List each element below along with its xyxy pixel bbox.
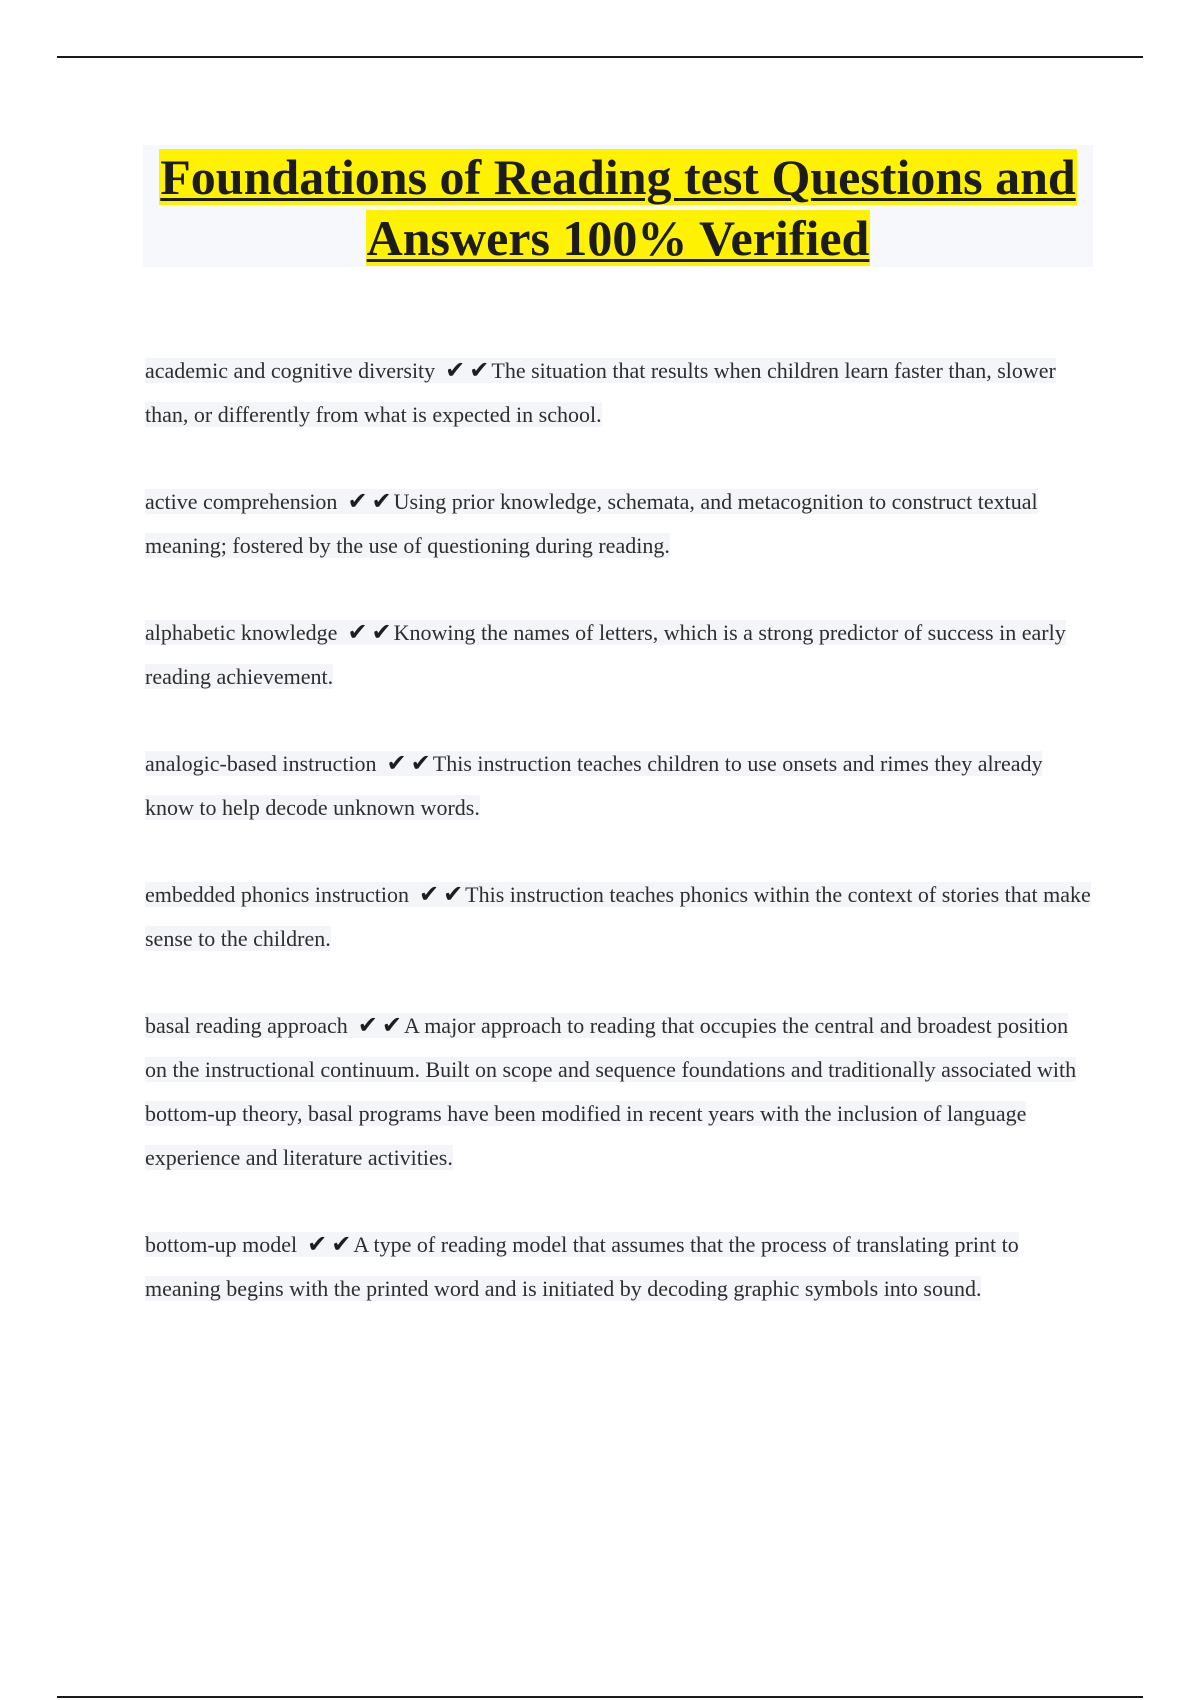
entry-alphabetic-knowledge: [145, 610, 1095, 699]
check-icon: ✔: [371, 618, 392, 646]
check-icon: ✔: [347, 618, 368, 646]
entry-term: embedded phonics instruction: [145, 882, 409, 907]
check-icon: ✔: [307, 1230, 328, 1258]
entry-term: bottom-up model: [145, 1232, 298, 1257]
check-icon: ✔: [357, 1011, 378, 1039]
check-icon: ✔: [418, 880, 440, 908]
check-icon: ✔: [381, 1011, 403, 1039]
check-icon: ✔: [443, 880, 464, 908]
bottom-rule: [57, 1696, 1143, 1698]
check-icon: ✔: [469, 356, 490, 384]
check-icon: ✔: [410, 749, 431, 777]
entry-definition: The situation that results when children learn faster than, slower than, or differently from what is expected in school.: [145, 358, 1056, 427]
entry-definition: A major approach to reading that occupies the central and broadest position on the instructional continuum. Built on scope and sequence foundations and traditionally associated with bottom-up theory, basal programs have been modified in recent years with the inclusion of language experience and literature activities.: [145, 1013, 1077, 1170]
title-band: [143, 145, 1093, 267]
top-rule: [57, 56, 1143, 58]
check-icon: ✔: [371, 487, 392, 515]
check-icon: ✔: [445, 356, 466, 384]
entry-term: basal reading approach: [145, 1013, 348, 1038]
entry-definition: Knowing the names of letters, which is a strong predictor of success in early reading achievement.: [145, 620, 1066, 689]
entry-term: analogic-based instruction: [145, 751, 377, 776]
entry-active-comprehension: [145, 479, 1095, 568]
entry-term: active comprehension: [145, 489, 338, 514]
check-icon: ✔: [386, 749, 407, 777]
entry-bottom-up-model: [145, 1222, 1095, 1311]
entry-definition: This instruction teaches phonics within the context of stories that make sense to the children.: [145, 882, 1091, 951]
entry-term: academic and cognitive diversity: [145, 358, 436, 383]
check-icon: ✔: [347, 487, 368, 515]
entry-academic-and-cognitive-diversity: [145, 348, 1095, 437]
entry-embedded-phonics-instruction: [145, 872, 1095, 961]
entry-definition: Using prior knowledge, schemata, and metacognition to construct textual meaning; fostered by the use of questioning during reading.: [145, 489, 1038, 558]
entry-basal-reading-approach: [145, 1003, 1095, 1180]
document-title: [143, 145, 1093, 269]
entry-definition: This instruction teaches children to use onsets and rimes they already know to help decode unknown words.: [145, 751, 1043, 820]
entries-list: [145, 348, 1095, 1353]
document-title-text: Foundations of Reading test Questions and Answers 100% Verified: [160, 149, 1076, 266]
entry-definition: A type of reading model that assumes that the process of translating print to meaning begins with the printed word and is initiated by decoding graphic symbols into sound.: [145, 1232, 1019, 1301]
entry-term: alphabetic knowledge: [145, 620, 338, 645]
check-icon: ✔: [331, 1230, 352, 1258]
entry-analogic-based-instruction: [145, 741, 1095, 830]
